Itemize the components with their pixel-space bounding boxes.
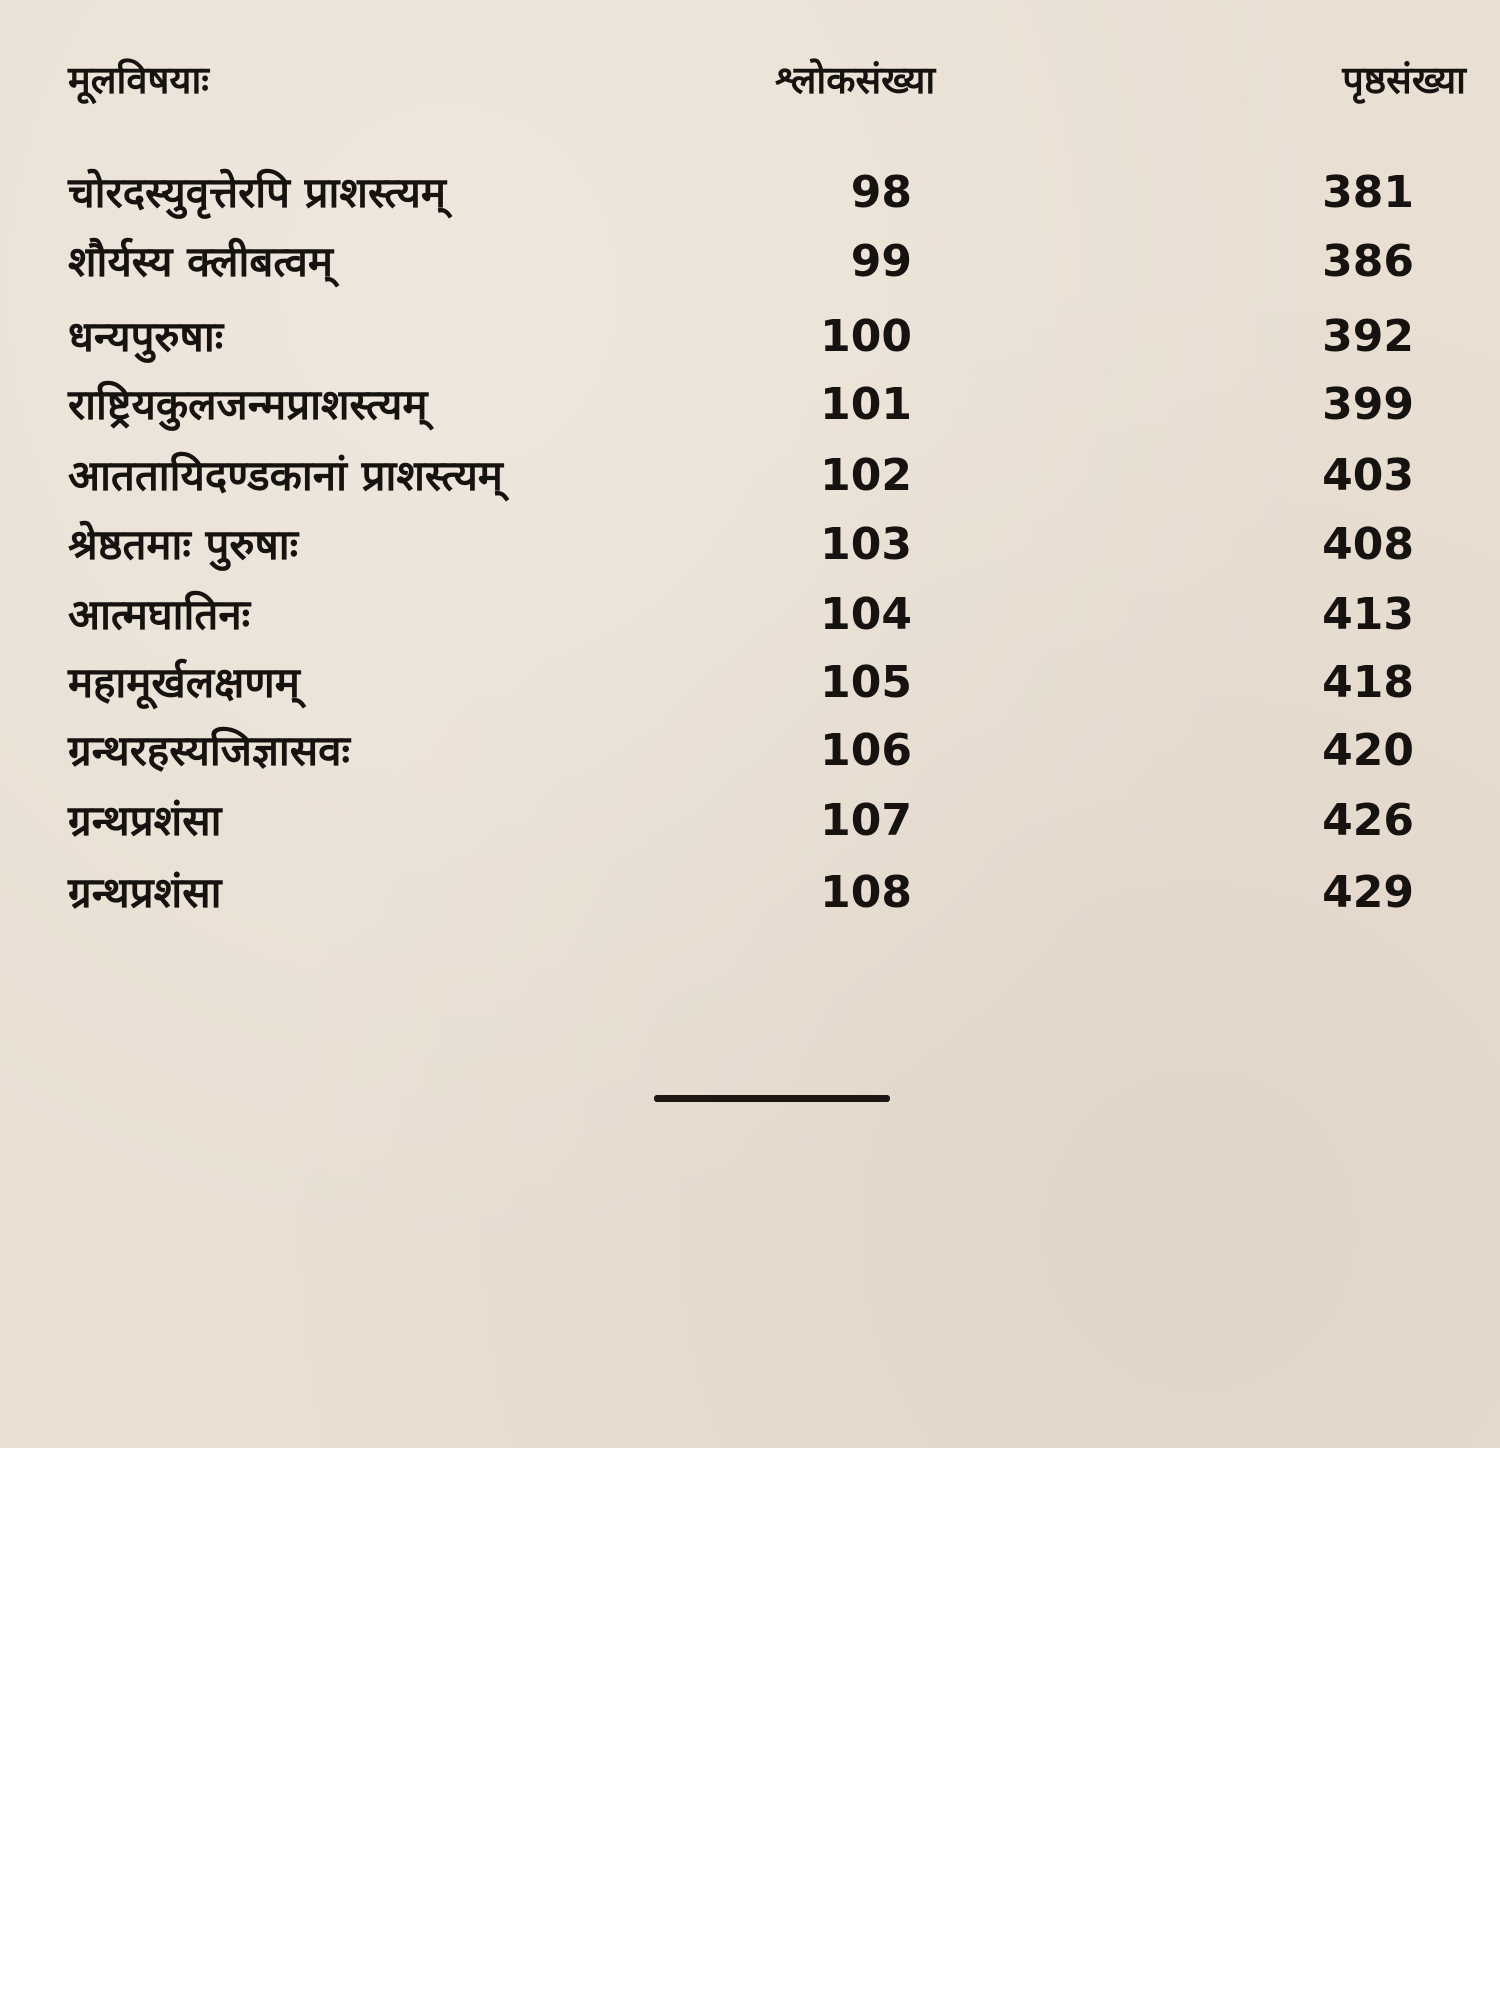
row-page-number: 381 — [1322, 167, 1414, 218]
row-verse-number: 103 — [820, 519, 912, 570]
row-verse-number: 99 — [850, 236, 912, 287]
table-row — [0, 302, 1500, 372]
row-verse-number: 100 — [820, 311, 912, 362]
row-page-number: 429 — [1322, 867, 1414, 918]
row-subject: ग्रन्थप्रशंसा — [68, 868, 222, 917]
table-header — [0, 45, 1500, 115]
header-page-count: पृष्ठसंख्या — [1342, 57, 1466, 102]
row-page-number: 413 — [1322, 589, 1414, 640]
row-subject: धन्यपुरुषाः — [68, 312, 224, 361]
row-subject: श्रेष्ठतमाः पुरुषाः — [68, 520, 299, 569]
table-row — [0, 158, 1500, 228]
table-row — [0, 786, 1500, 856]
row-page-number: 418 — [1322, 657, 1414, 708]
row-subject: शौर्यस्य क्लीबत्वम् — [68, 237, 333, 286]
row-verse-number: 98 — [850, 167, 912, 218]
row-verse-number: 102 — [820, 450, 912, 501]
row-subject: चोरदस्युवृत्तेरपि प्राशस्त्यम् — [68, 168, 446, 217]
row-page-number: 399 — [1322, 379, 1414, 430]
row-subject: महामूर्खलक्षणम् — [68, 658, 300, 707]
row-page-number: 392 — [1322, 311, 1414, 362]
row-page-number: 420 — [1322, 725, 1414, 776]
row-verse-number: 108 — [820, 867, 912, 918]
row-verse-number: 106 — [820, 725, 912, 776]
row-verse-number: 107 — [820, 795, 912, 846]
row-verse-number: 104 — [820, 589, 912, 640]
table-row — [0, 510, 1500, 580]
header-subject: मूलविषयाः — [68, 57, 209, 102]
row-verse-number: 101 — [820, 379, 912, 430]
table-row — [0, 716, 1500, 786]
row-subject: ग्रन्थरहस्यजिज्ञासवः — [68, 726, 350, 775]
table-row — [0, 370, 1500, 440]
row-page-number: 403 — [1322, 450, 1414, 501]
header-verse-count: श्लोकसंख्या — [775, 57, 936, 102]
row-page-number: 426 — [1322, 795, 1414, 846]
table-row — [0, 441, 1500, 511]
table-row — [0, 858, 1500, 928]
row-subject: ग्रन्थप्रशंसा — [68, 796, 222, 845]
section-end-divider — [654, 1095, 890, 1102]
row-verse-number: 105 — [820, 657, 912, 708]
table-row — [0, 227, 1500, 297]
table-row — [0, 648, 1500, 718]
row-page-number: 408 — [1322, 519, 1414, 570]
table-row — [0, 580, 1500, 650]
row-page-number: 386 — [1322, 236, 1414, 287]
row-subject: राष्ट्रियकुलजन्मप्राशस्त्यम् — [68, 380, 428, 429]
row-subject: आततायिदण्डकानां प्राशस्त्यम् — [68, 451, 503, 500]
row-subject: आत्मघातिनः — [68, 590, 251, 639]
